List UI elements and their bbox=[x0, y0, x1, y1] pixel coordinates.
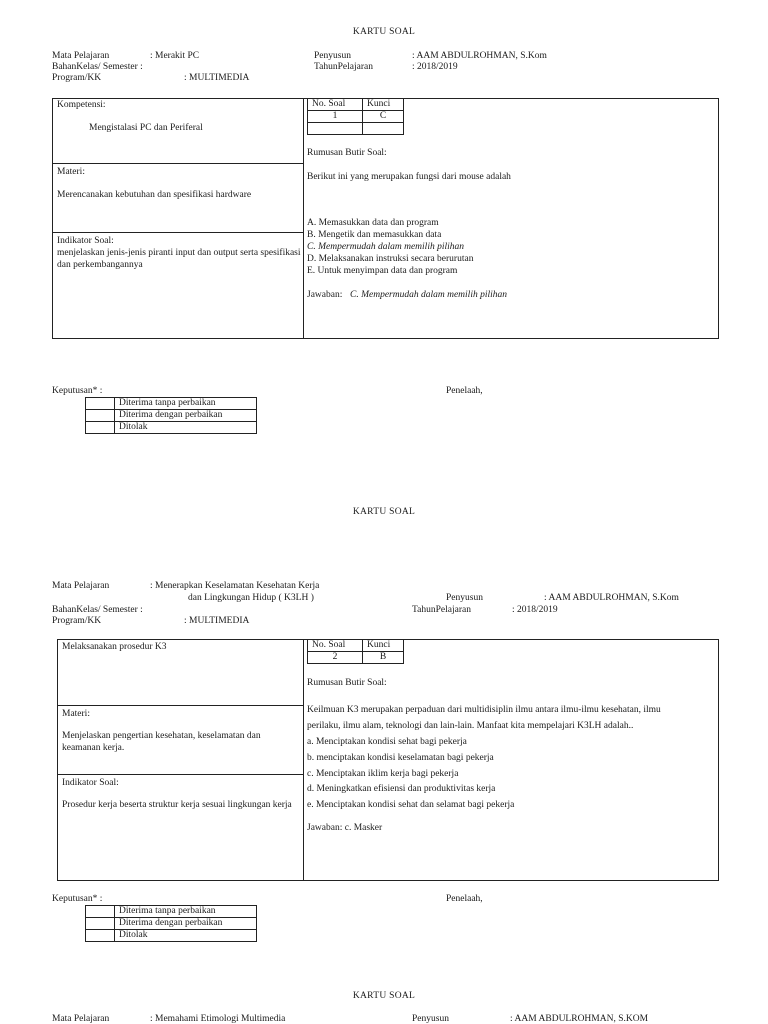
card1-divider bbox=[303, 98, 304, 339]
card2-tahun-value: : 2018/2019 bbox=[512, 605, 558, 615]
card1-kompetensi-value: Mengistalasi PC dan Periferal bbox=[89, 123, 203, 133]
card1-no-soal-label: No. Soal bbox=[308, 99, 363, 111]
card2-keputusan-option: Ditolak bbox=[115, 930, 257, 942]
card1-no-soal: 1 bbox=[308, 111, 363, 123]
card2-keputusan-table bbox=[85, 905, 257, 942]
card2-option-e: e. Menciptakan kondisi sehat dan selamat bagi pekerja bbox=[307, 800, 515, 810]
card1-row-divider-1 bbox=[52, 163, 303, 164]
card3-mapel-label: Mata Pelajaran bbox=[52, 1014, 110, 1024]
card2-penyusun-value: : AAM ABDULROHMAN, S.Kom bbox=[544, 593, 679, 603]
card1-row-divider-2 bbox=[52, 232, 303, 233]
card2-penelaah-label: Penelaah, bbox=[446, 894, 483, 904]
card1-option-d: D. Melaksanakan instruksi secara berurutan bbox=[307, 254, 474, 264]
card2-option-d: d. Meningkatkan efisiensi dan produktivitas kerja bbox=[307, 784, 496, 794]
card1-tahun-value: : 2018/2019 bbox=[412, 62, 458, 72]
card1-penyusun-label: Penyusun bbox=[314, 51, 351, 61]
card2-indikator-value: Prosedur kerja beserta struktur kerja sesuai lingkungan kerja bbox=[62, 800, 292, 810]
card2-title: KARTU SOAL bbox=[352, 507, 416, 517]
card1-materi-value: Merencanakan kebutuhan dan spesifikasi hardware bbox=[57, 190, 252, 200]
card1-question: Berikut ini yang merupakan fungsi dari mouse adalah bbox=[307, 172, 511, 182]
card1-materi-label: Materi: bbox=[57, 167, 85, 177]
card1-option-b: B. Mengetik dan memasukkan data bbox=[307, 230, 442, 240]
card1-program-label: Program/KK bbox=[52, 73, 102, 83]
card2-row-divider-1 bbox=[57, 705, 303, 706]
card1-keputusan-label: Keputusan* : bbox=[52, 386, 103, 396]
card1-keputusan-checkbox[interactable] bbox=[86, 398, 115, 410]
card2-rumusan-label: Rumusan Butir Soal: bbox=[307, 678, 387, 688]
card2-kunci: B bbox=[363, 652, 404, 664]
card3-penyusun-label: Penyusun bbox=[412, 1014, 449, 1024]
card2-option-a: a. Menciptakan kondisi sehat bagi pekerja bbox=[307, 737, 467, 747]
card1-kunci: C bbox=[363, 111, 404, 123]
card2-mapel-value-2: dan Lingkungan Hidup ( K3LH ) bbox=[188, 593, 314, 603]
card2-indikator-label: Indikator Soal: bbox=[62, 778, 119, 788]
card2-jawaban: Jawaban: c. Masker bbox=[307, 823, 383, 833]
card2-keputusan-checkbox[interactable] bbox=[86, 906, 115, 918]
card3-mapel-value: : Memahami Etimologi Multimedia bbox=[150, 1014, 286, 1024]
card1-keputusan-option: Diterima tanpa perbaikan bbox=[115, 398, 257, 410]
card1-empty-cell bbox=[308, 123, 363, 135]
card2-keputusan-checkbox[interactable] bbox=[86, 930, 115, 942]
card2-mapel-label: Mata Pelajaran bbox=[52, 581, 110, 591]
card1-mapel-label: Mata Pelajaran bbox=[52, 51, 110, 61]
card1-rumusan-label: Rumusan Butir Soal: bbox=[307, 148, 387, 158]
card1-keputusan-option: Ditolak bbox=[115, 422, 257, 434]
card2-kompetensi-value: Melaksanakan prosedur K3 bbox=[62, 642, 167, 652]
card1-jawaban-value: C. Mempermudah dalam memilih pilihan bbox=[350, 290, 508, 300]
card2-no-soal-label: No. Soal bbox=[308, 640, 363, 652]
card1-option-c: C. Mempermudah dalam memilih pilihan bbox=[307, 242, 465, 252]
card2-kunci-label: Kunci bbox=[363, 640, 404, 652]
card2-tahun-label: TahunPelajaran bbox=[412, 605, 471, 615]
card3-penyusun-value: : AAM ABDULROHMAN, S.KOM bbox=[510, 1014, 649, 1024]
card1-keputusan-checkbox[interactable] bbox=[86, 410, 115, 422]
card1-jawaban-label: Jawaban: bbox=[307, 290, 343, 300]
card1-option-a: A. Memasukkan data dan program bbox=[307, 218, 439, 228]
card1-indikator-label: Indikator Soal: bbox=[57, 236, 114, 246]
card2-keputusan-option: Diterima dengan perbaikan bbox=[115, 918, 257, 930]
card2-divider bbox=[303, 639, 304, 881]
card2-mapel-value-1: : Menerapkan Keselamatan Kesehatan Kerja bbox=[150, 581, 320, 591]
card2-no-soal: 2 bbox=[308, 652, 363, 664]
card2-program-value: : MULTIMEDIA bbox=[184, 616, 250, 626]
card1-empty-cell bbox=[363, 123, 404, 135]
card2-soal-table bbox=[307, 639, 404, 664]
card2-keputusan-label: Keputusan* : bbox=[52, 894, 103, 904]
card1-kelas-label: BahanKelas/ Semester : bbox=[52, 62, 143, 72]
card2-question-line-2: perilaku, ilmu alam, teknologi dan lain-lain. Manfaat kita mempelajari K3LH adalah.. bbox=[307, 721, 634, 731]
card2-materi-label: Materi: bbox=[62, 709, 90, 719]
card2-option-b: b. menciptakan kondisi keselamatan bagi pekerja bbox=[307, 753, 494, 763]
card1-keputusan-option: Diterima dengan perbaikan bbox=[115, 410, 257, 422]
card1-keputusan-table bbox=[85, 397, 257, 434]
card2-materi-value: Menjelaskan pengertian kesehatan, keselamatan dan keamanan kerja. bbox=[62, 731, 261, 753]
card1-kunci-label: Kunci bbox=[363, 99, 404, 111]
card2-row-divider-2 bbox=[57, 774, 303, 775]
card2-keputusan-checkbox[interactable] bbox=[86, 918, 115, 930]
card3-title: KARTU SOAL bbox=[352, 991, 416, 1001]
card2-question-line-1: Keilmuan K3 merupakan perpaduan dari multidisiplin ilmu antara ilmu-ilmu kesehatan, ilmu bbox=[307, 705, 661, 715]
card1-title: KARTU SOAL bbox=[352, 27, 416, 37]
card2-penyusun-label: Penyusun bbox=[446, 593, 483, 603]
card1-kompetensi-label: Kompetensi: bbox=[57, 100, 106, 110]
card1-tahun-label: TahunPelajaran bbox=[314, 62, 373, 72]
card2-program-label: Program/KK bbox=[52, 616, 102, 626]
card1-mapel-value: : Merakit PC bbox=[150, 51, 200, 61]
card1-penyusun-value: : AAM ABDULROHMAN, S.Kom bbox=[412, 51, 547, 61]
card1-soal-table bbox=[307, 98, 404, 135]
card1-option-e: E. Untuk menyimpan data dan program bbox=[307, 266, 458, 276]
card1-program-value: : MULTIMEDIA bbox=[184, 73, 250, 83]
card1-indikator-value: menjelaskan jenis-jenis piranti input dan output serta spesifikasi dan perkembangannya bbox=[57, 248, 301, 270]
card2-kelas-label: BahanKelas/ Semester : bbox=[52, 605, 143, 615]
card1-keputusan-checkbox[interactable] bbox=[86, 422, 115, 434]
card1-penelaah-label: Penelaah, bbox=[446, 386, 483, 396]
card2-keputusan-option: Diterima tanpa perbaikan bbox=[115, 906, 257, 918]
card2-option-c: c. Menciptakan iklim kerja bagi pekerja bbox=[307, 769, 459, 779]
